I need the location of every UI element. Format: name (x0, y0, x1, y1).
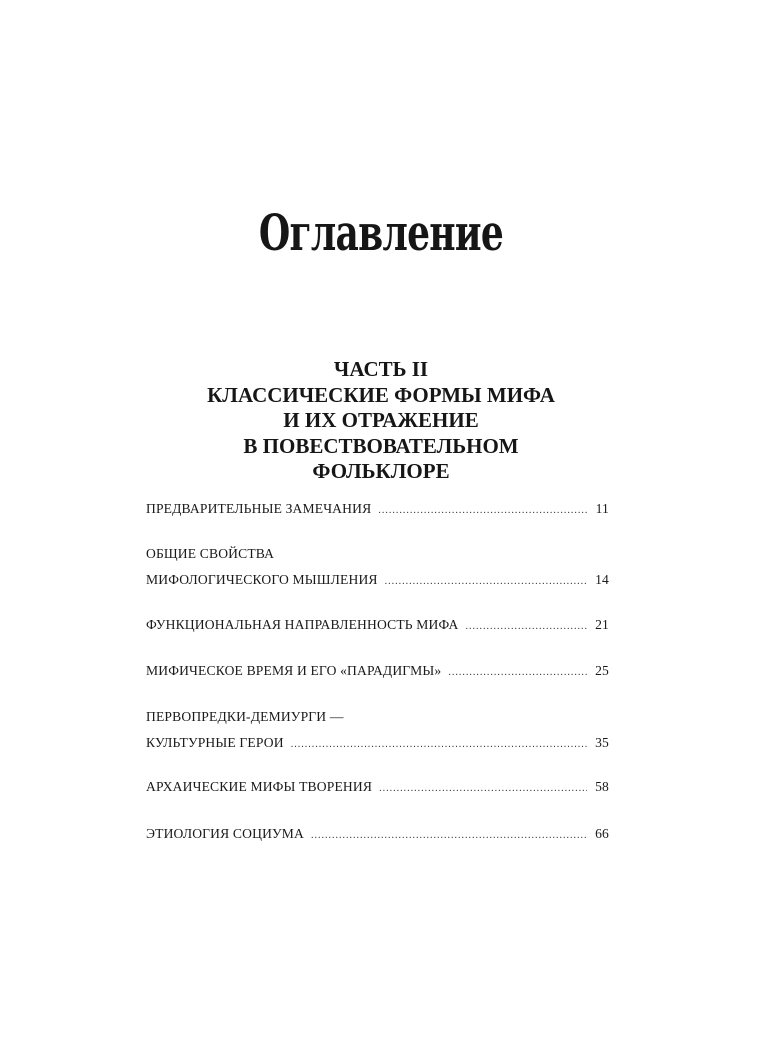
part-heading-line: В ПОВЕСТВОВАТЕЛЬНОМ (243, 433, 519, 458)
toc-page-number: 66 (595, 826, 609, 841)
dot-leader (291, 732, 587, 758)
dot-leader (385, 569, 587, 595)
toc-entry-label: МИФИЧЕСКОЕ ВРЕМЯ И ЕГО «ПАРАДИГМЫ» (146, 663, 442, 678)
part-heading-line: И ИХ ОТРАЖЕНИЕ (283, 408, 479, 432)
toc-page-number: 35 (595, 735, 609, 750)
toc-entry-label: КУЛЬТУРНЫЕ ГЕРОИ (146, 735, 284, 750)
dot-leader (465, 614, 587, 640)
toc-page-number: 11 (595, 501, 609, 516)
toc-page-number: 14 (595, 572, 609, 587)
part-heading-line: ЧАСТЬ II (333, 357, 429, 381)
toc-page-number: 21 (595, 617, 609, 632)
toc-entry-label: ПРЕДВАРИТЕЛЬНЫЕ ЗАМЕЧАНИЯ (146, 501, 372, 516)
toc-entry-mythological-thinking[interactable] (146, 541, 609, 593)
toc-entry-label: АРХАИЧЕСКИЕ МИФЫ ТВОРЕНИЯ (146, 779, 373, 794)
toc-entry-functional-direction[interactable] (146, 612, 609, 638)
toc-entry-label: ЭТИОЛОГИЯ СОЦИУМА (146, 826, 305, 841)
toc-entry-cultural-heroes[interactable] (146, 704, 609, 756)
toc-entry-etiology-of-society[interactable] (146, 821, 609, 847)
toc-entry-preliminary-remarks[interactable] (146, 496, 609, 522)
toc-entry-label-first-line: ОБЩИЕ СВОЙСТВА (146, 546, 275, 561)
toc-entry-label-first-line: ПЕРВОПРЕДКИ-ДЕМИУРГИ — (146, 709, 344, 724)
toc-page-number: 58 (595, 779, 609, 794)
dot-leader (379, 776, 587, 802)
page-title: Оглавление (258, 203, 504, 262)
toc-entry-label: ФУНКЦИОНАЛЬНАЯ НАПРАВЛЕННОСТЬ МИФА (146, 617, 459, 632)
toc-page-number: 25 (595, 663, 609, 678)
dot-leader (311, 823, 587, 849)
toc-entry-creation-myths[interactable] (146, 774, 609, 800)
part-heading-line: КЛАССИЧЕСКИЕ ФОРМЫ МИФА (207, 382, 555, 407)
toc-entry-mythical-time[interactable] (146, 658, 609, 684)
toc-entry-label: МИФОЛОГИЧЕСКОГО МЫШЛЕНИЯ (146, 572, 378, 587)
dot-leader (448, 660, 587, 686)
dot-leader (378, 498, 587, 524)
part-heading-line: ФОЛЬКЛОРЕ (312, 459, 450, 483)
